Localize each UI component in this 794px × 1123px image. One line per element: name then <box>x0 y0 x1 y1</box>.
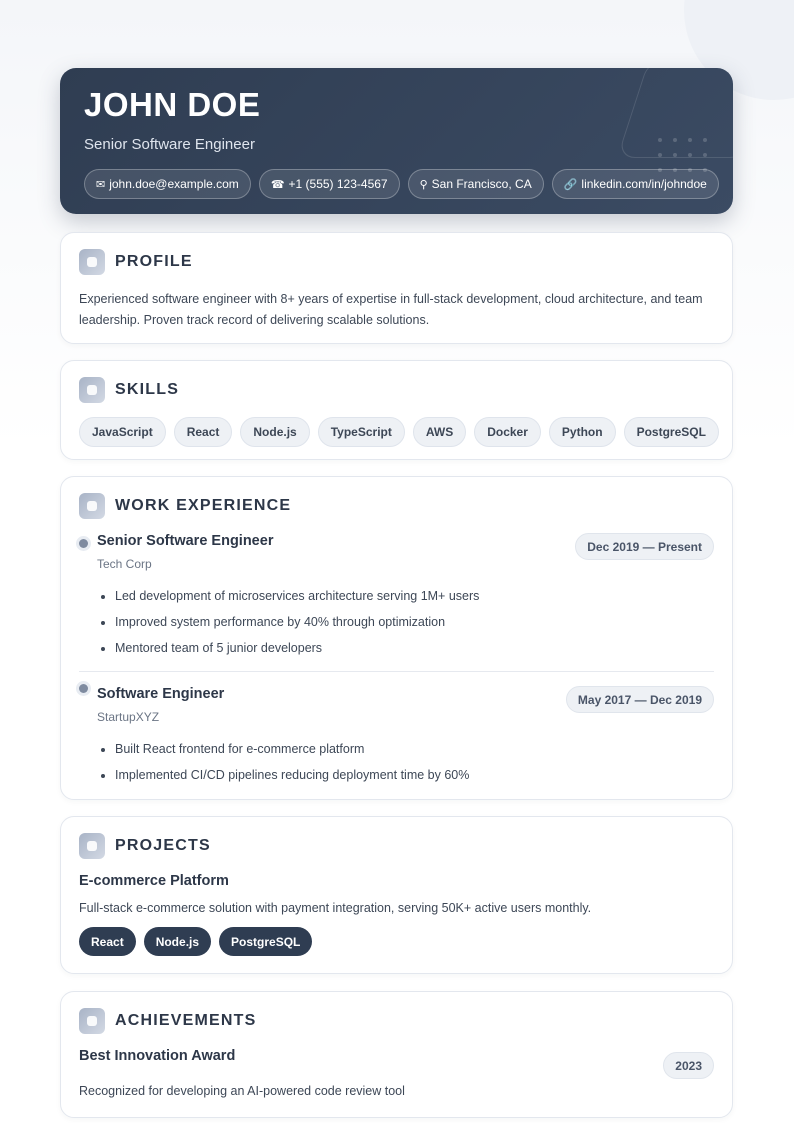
job-dates: May 2017 — Dec 2019 <box>566 686 714 713</box>
section-title: SKILLS <box>115 381 180 398</box>
timeline-dot <box>79 539 88 548</box>
section-title: PROFILE <box>115 253 193 270</box>
contact-linkedin[interactable] <box>552 169 719 199</box>
list-item: • Implemented CI/CD pipelines reducing deployment time by 60% <box>115 762 714 788</box>
candidate-name: JOHN DOE <box>84 86 261 123</box>
job-title: Senior Software Engineer <box>97 533 274 549</box>
timeline-dot <box>79 684 88 693</box>
project-description: Full-stack e-commerce solution with payment integration, serving 50K+ active users monthly. <box>79 901 592 915</box>
tech-tag: PostgreSQL <box>219 927 312 956</box>
job-entry <box>79 533 714 661</box>
experience-section <box>60 476 733 800</box>
skills-section <box>60 360 733 460</box>
link-icon: 🔗 <box>563 178 578 191</box>
phone-icon: ☎ <box>270 178 285 191</box>
skill-tag: AWS <box>413 417 466 447</box>
achievement-description: Recognized for developing an AI-powered code review tool <box>79 1084 405 1098</box>
list-item: • Mentored team of 5 junior developers <box>115 635 714 661</box>
section-title: WORK EXPERIENCE <box>115 497 292 514</box>
location-icon: ⚲ <box>419 178 428 191</box>
skills-list <box>79 417 714 447</box>
contact-list <box>84 169 709 199</box>
project-tech-list <box>79 927 714 956</box>
resume-header <box>60 68 733 214</box>
job-company: StartupXYZ <box>97 710 160 724</box>
list-item: • Improved system performance by 40% through optimization <box>115 609 714 635</box>
contact-linkedin-text: linkedin.com/in/johndoe <box>581 177 707 191</box>
skill-tag: TypeScript <box>318 417 405 447</box>
contact-location <box>408 169 544 199</box>
candidate-role: Senior Software Engineer <box>84 136 255 153</box>
job-dates: Dec 2019 — Present <box>575 533 714 560</box>
skill-tag: PostgreSQL <box>624 417 719 447</box>
section-icon <box>79 1008 105 1034</box>
job-achievements <box>97 583 714 661</box>
skill-tag: Node.js <box>240 417 309 447</box>
section-icon <box>79 493 105 519</box>
job-title: Software Engineer <box>97 686 225 702</box>
header-dots-decoration <box>658 138 707 172</box>
list-item: • Built React frontend for e-commerce platform <box>115 736 714 762</box>
job-achievements <box>97 736 714 788</box>
email-icon: ✉ <box>96 178 106 191</box>
tech-tag: Node.js <box>144 927 211 956</box>
profile-summary: Experienced software engineer with 8+ years of expertise in full-stack development, cloud architecture, and team leadership. Proven track record of delivering scalable solutions. <box>79 292 703 327</box>
achievement-title: Best Innovation Award <box>79 1048 236 1064</box>
section-icon <box>79 249 105 275</box>
contact-email[interactable] <box>84 169 251 199</box>
projects-section <box>60 816 733 974</box>
contact-location-text: San Francisco, CA <box>431 177 532 191</box>
list-item: • Led development of microservices architecture serving 1M+ users <box>115 583 714 609</box>
tech-tag: React <box>79 927 136 956</box>
skill-tag: Docker <box>474 417 541 447</box>
profile-section <box>60 232 733 344</box>
section-title: ACHIEVEMENTS <box>115 1012 257 1029</box>
job-company: Tech Corp <box>97 557 152 571</box>
job-entry <box>79 686 714 788</box>
contact-email-text: john.doe@example.com <box>109 177 239 191</box>
skill-tag: Python <box>549 417 616 447</box>
contact-phone[interactable] <box>259 169 400 199</box>
divider <box>79 671 714 672</box>
skill-tag: React <box>174 417 233 447</box>
achievements-section <box>60 991 733 1118</box>
achievement-entry <box>79 1048 714 1098</box>
section-icon <box>79 833 105 859</box>
project-name: E-commerce Platform <box>79 873 229 889</box>
achievement-year: 2023 <box>663 1052 714 1079</box>
contact-phone-text: +1 (555) 123-4567 <box>288 177 388 191</box>
section-icon <box>79 377 105 403</box>
section-title: PROJECTS <box>115 837 211 854</box>
resume <box>60 68 733 1098</box>
skill-tag: JavaScript <box>79 417 166 447</box>
